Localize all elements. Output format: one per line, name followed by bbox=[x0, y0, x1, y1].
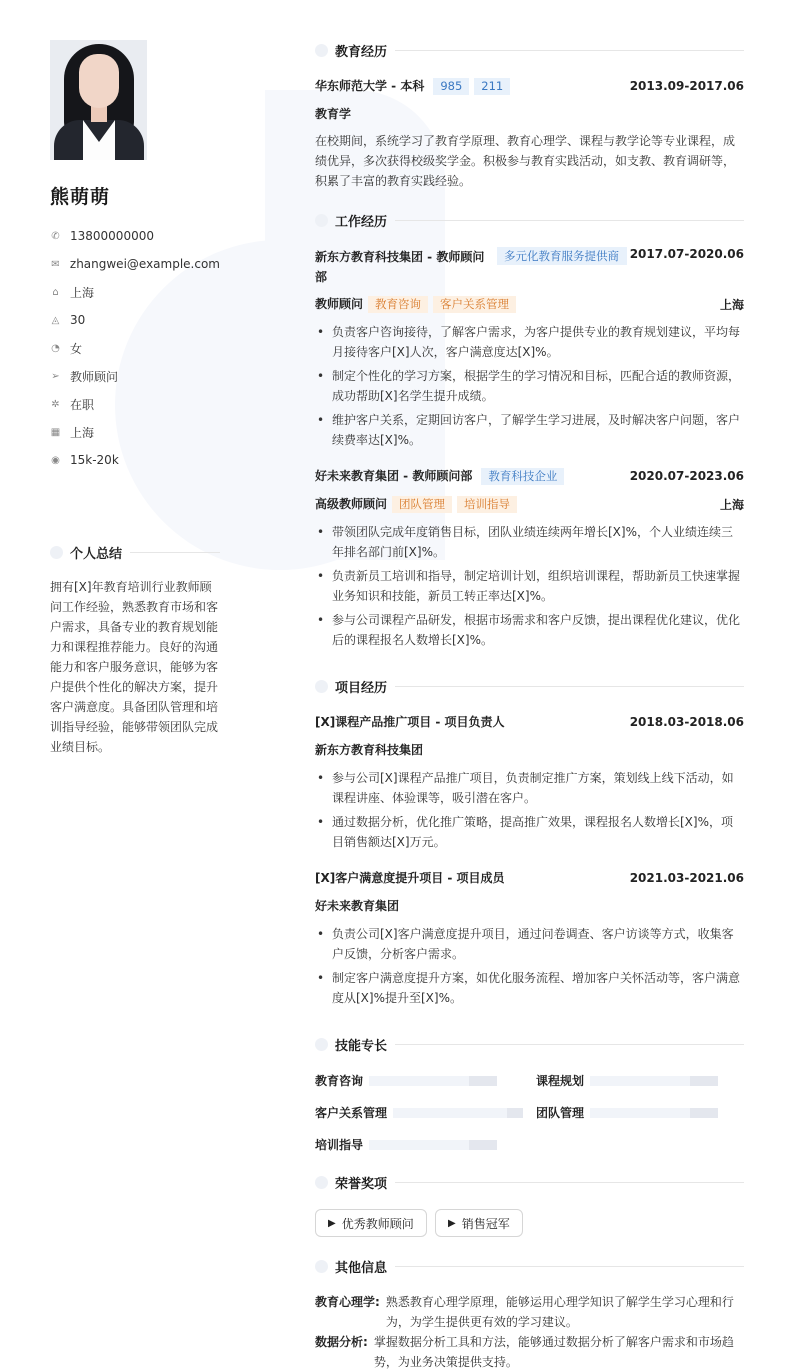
building-icon: ▦ bbox=[50, 426, 61, 438]
contact-info bbox=[50, 222, 220, 474]
list-item: • 通过数据分析，优化推广策略，提高推广效果，课程报名人数增长[X]%，项目销售额达[X]万元。 bbox=[315, 812, 744, 852]
section-dot-icon bbox=[315, 44, 328, 57]
education-row bbox=[315, 77, 744, 95]
list-item: • 制定客户满意度提升方案，如优化服务流程、增加客户关怀活动等，客户满意度从[X]%提升至[X]%。 bbox=[315, 968, 744, 1008]
other-key: 数据分析: bbox=[315, 1335, 368, 1349]
role-tag: 客户关系管理 bbox=[433, 296, 516, 313]
skill-name: 团队管理 bbox=[536, 1106, 585, 1120]
other-key: 教育心理学: bbox=[315, 1295, 380, 1309]
list-item: • 参与公司[X]课程产品推广项目，负责制定推广方案，策划线上线下活动，如课程讲座、体验课等，吸引潜在客户。 bbox=[315, 768, 744, 808]
major-row bbox=[315, 105, 744, 122]
skill-name: 课程规划 bbox=[536, 1074, 585, 1088]
list-item: • 参与公司课程产品研发，根据市场需求和客户反馈，提出课程优化建议，优化后的课程报名人数增长[X]%。 bbox=[315, 610, 744, 650]
job-row bbox=[315, 467, 744, 485]
role-tag: 教育咨询 bbox=[368, 296, 428, 313]
award-badge bbox=[435, 1209, 523, 1237]
other-value: 掌握数据分析工具和方法，能够通过数据分析了解客户需求和市场趋势，为业务决策提供支持。 bbox=[373, 1335, 734, 1369]
summary-header bbox=[50, 543, 220, 562]
list-item: • 带领团队完成年度销售目标，团队业绩连续两年增长[X]%，个人业绩连续三年排名部门前[X]%。 bbox=[315, 522, 744, 562]
section-dot-icon bbox=[50, 546, 63, 559]
project-name: [X]客户满意度提升项目 - 项目成员 bbox=[315, 871, 505, 885]
divider bbox=[395, 686, 744, 687]
project-org-row bbox=[315, 741, 744, 758]
info-position bbox=[50, 362, 220, 390]
job-city: 上海 bbox=[719, 497, 744, 512]
gender-icon: ◔ bbox=[51, 342, 60, 354]
list-item: • 负责客户咨询接待，了解客户需求，为客户提供专业的教育规划建议，平均每月接待客户[X]人次，客户满意度达[X]%。 bbox=[315, 322, 744, 362]
project-date: 2018.03-2018.06 bbox=[629, 714, 744, 729]
send-icon: ➢ bbox=[51, 370, 60, 382]
divider bbox=[395, 1266, 744, 1267]
education-desc: 在校期间，系统学习了教育学原理、教育心理学、课程与教学论等专业课程，成绩优异，多次获得校级奖学金。积极参与教育实践活动，如支教、教育调研等，积累了丰富的教育实践经验。 bbox=[315, 134, 736, 188]
info-city bbox=[50, 418, 220, 446]
gender-text: 女 bbox=[70, 341, 83, 356]
avatar bbox=[50, 40, 147, 160]
status-icon: ✲ bbox=[51, 398, 60, 410]
project-org-row bbox=[315, 897, 744, 914]
play-icon: ▶ bbox=[328, 1217, 336, 1229]
role-tag: 培训指导 bbox=[457, 496, 517, 513]
education-date: 2013.09-2017.06 bbox=[629, 79, 744, 93]
skill-level bbox=[690, 1108, 718, 1118]
awards-title: 荣誉奖项 bbox=[335, 1177, 388, 1192]
role-tag: 团队管理 bbox=[392, 496, 452, 513]
work-title: 工作经历 bbox=[335, 215, 388, 230]
school-name: 华东师范大学 - 本科 bbox=[315, 79, 425, 93]
skill-bar bbox=[369, 1076, 497, 1086]
divider bbox=[395, 50, 744, 51]
major: 教育学 bbox=[315, 107, 352, 121]
project-row bbox=[315, 713, 744, 730]
project-row bbox=[315, 869, 744, 886]
info-email bbox=[50, 250, 220, 278]
award-name: 优秀教师顾问 bbox=[341, 1216, 414, 1231]
award-name: 销售冠军 bbox=[461, 1216, 510, 1231]
info-gender bbox=[50, 334, 220, 362]
job-city: 上海 bbox=[719, 297, 744, 312]
other-item bbox=[315, 1292, 744, 1332]
section-dot-icon bbox=[315, 1260, 328, 1273]
skill-bar bbox=[393, 1108, 523, 1118]
section-dot-icon bbox=[315, 214, 328, 227]
skill-item bbox=[315, 1136, 497, 1153]
other-header bbox=[315, 1257, 744, 1276]
project-name: [X]课程产品推广项目 - 项目负责人 bbox=[315, 715, 505, 729]
company-tag: 教育科技企业 bbox=[481, 468, 564, 485]
left-column bbox=[50, 40, 220, 474]
divider bbox=[395, 1044, 744, 1045]
education-header bbox=[315, 41, 744, 60]
role-name: 教师顾问 bbox=[315, 297, 364, 311]
email-text: zhangwei@example.com bbox=[69, 257, 220, 271]
salary-icon: ◉ bbox=[51, 454, 60, 466]
work-header bbox=[315, 211, 744, 230]
divider bbox=[130, 552, 220, 553]
skill-item bbox=[536, 1104, 718, 1121]
skill-bar bbox=[369, 1140, 497, 1150]
salary-text: 15k-20k bbox=[70, 453, 119, 467]
phone-text: 13800000000 bbox=[70, 229, 154, 243]
other-title: 其他信息 bbox=[335, 1261, 388, 1276]
company-name: 新东方教育科技集团 - 教师顾问部 bbox=[315, 250, 485, 284]
award-badge bbox=[315, 1209, 427, 1237]
skill-item bbox=[536, 1072, 718, 1089]
project-date: 2021.03-2021.06 bbox=[629, 870, 744, 885]
home-icon: ⌂ bbox=[52, 286, 59, 298]
list-item: • 维护客户关系，定期回访客户，了解学生学习进展，及时解决客户问题，客户续费率达[X]%。 bbox=[315, 410, 744, 450]
info-phone bbox=[50, 222, 220, 250]
skill-name: 教育咨询 bbox=[315, 1074, 364, 1088]
job-date: 2020.07-2023.06 bbox=[629, 469, 744, 483]
summary-text: 拥有[X]年教育培训行业教师顾问工作经验，熟悉教育市场和客户需求，具备专业的教育规划能力和课程推荐能力。良好的沟通能力和客户服务意识，能够为客户提供个性化的解决方案，提升客户满意度。具备团队管理和培训指导经验，能够带领团队完成业绩目标。 bbox=[50, 580, 219, 754]
other-value: 熟悉教育心理学原理，能够运用心理学知识了解学生学习心理和行为，为学生提供更有效的学习建议。 bbox=[385, 1295, 734, 1329]
divider bbox=[395, 1182, 744, 1183]
section-dot-icon bbox=[315, 1176, 328, 1189]
play-icon: ▶ bbox=[448, 1217, 456, 1229]
school-tag: 985 bbox=[433, 78, 469, 95]
projects-title: 项目经历 bbox=[335, 681, 388, 696]
info-location bbox=[50, 278, 220, 306]
skill-item bbox=[315, 1104, 523, 1121]
skills-title: 技能专长 bbox=[335, 1039, 388, 1054]
awards-header bbox=[315, 1173, 744, 1192]
company-name: 好未来教育集团 - 教师顾问部 bbox=[315, 469, 473, 483]
section-dot-icon bbox=[315, 680, 328, 693]
skill-level bbox=[690, 1076, 718, 1086]
projects-header bbox=[315, 677, 744, 696]
project-org: 新东方教育科技集团 bbox=[315, 743, 424, 757]
city-text: 上海 bbox=[70, 425, 95, 440]
position-text: 教师顾问 bbox=[70, 369, 119, 384]
skill-bar bbox=[590, 1076, 718, 1086]
mail-icon: ✉ bbox=[51, 258, 60, 270]
other-item bbox=[315, 1332, 744, 1372]
candidate-name: 熊萌萌 bbox=[50, 186, 111, 208]
skill-level bbox=[507, 1108, 523, 1118]
age-icon: ◬ bbox=[51, 314, 60, 326]
location-text: 上海 bbox=[70, 285, 95, 300]
list-item: • 负责公司[X]客户满意度提升项目，通过问卷调查、客户访谈等方式，收集客户反馈，分析客户需求。 bbox=[315, 924, 744, 964]
skill-bar bbox=[590, 1108, 718, 1118]
info-salary bbox=[50, 446, 220, 474]
age-text: 30 bbox=[70, 313, 86, 327]
summary-title: 个人总结 bbox=[70, 547, 123, 562]
role-row bbox=[315, 295, 744, 313]
school-tag: 211 bbox=[474, 78, 510, 95]
phone-icon: ✆ bbox=[51, 230, 60, 242]
job-date: 2017.07-2020.06 bbox=[629, 247, 744, 261]
list-item: • 制定个性化的学习方案，根据学生的学习情况和目标，匹配合适的教师资源，成功帮助[X]名学生提升成绩。 bbox=[315, 366, 744, 406]
company-tag: 多元化教育服务提供商 bbox=[497, 247, 627, 265]
job-row bbox=[315, 247, 744, 287]
info-status bbox=[50, 390, 220, 418]
role-name: 高级教师顾问 bbox=[315, 497, 388, 511]
status-text: 在职 bbox=[70, 397, 95, 412]
skill-level bbox=[469, 1076, 497, 1086]
skill-level bbox=[469, 1140, 497, 1150]
divider bbox=[395, 220, 744, 221]
role-row bbox=[315, 495, 744, 513]
project-org: 好未来教育集团 bbox=[315, 899, 400, 913]
info-age bbox=[50, 306, 220, 334]
skill-name: 培训指导 bbox=[315, 1138, 364, 1152]
section-dot-icon bbox=[315, 1038, 328, 1051]
list-item: • 负责新员工培训和指导，制定培训计划，组织培训课程，帮助新员工快速掌握业务知识和技能，新员工转正率达[X]%。 bbox=[315, 566, 744, 606]
skills-header bbox=[315, 1035, 744, 1054]
skill-name: 客户关系管理 bbox=[315, 1106, 388, 1120]
education-title: 教育经历 bbox=[335, 45, 388, 60]
skill-item bbox=[315, 1072, 497, 1089]
